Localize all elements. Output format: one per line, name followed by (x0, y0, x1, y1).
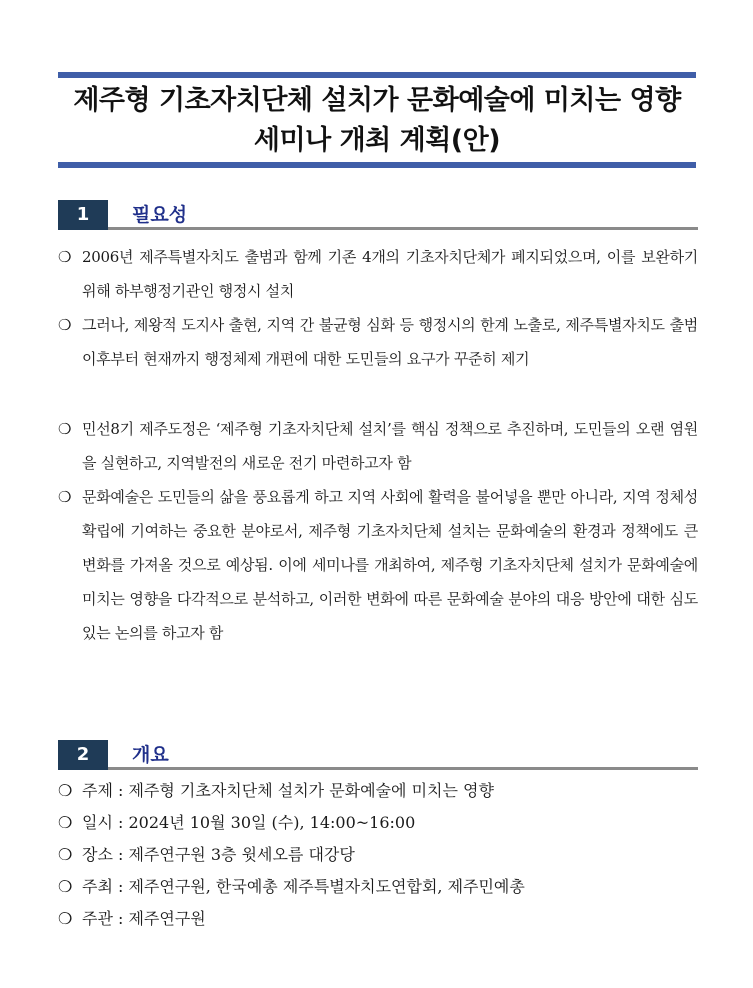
overview-item-venue (58, 840, 698, 870)
section-divider (108, 227, 698, 230)
circle-bullet-icon: ❍ (58, 316, 72, 334)
section-title: 필요성 (132, 204, 188, 226)
title-top-rule (58, 72, 696, 78)
section-number-badge: 2 (58, 740, 108, 770)
title-bottom-rule (58, 162, 696, 168)
list-item (58, 412, 698, 480)
list-item (58, 480, 698, 650)
overview-text: 주최 : 제주연구원, 한국예총 제주특별자치도연합회, 제주민예총 (82, 877, 525, 896)
circle-bullet-icon: ❍ (58, 420, 72, 438)
overview-item-organizer (58, 904, 698, 934)
section-header-overview (58, 740, 698, 770)
section-number-badge: 1 (58, 200, 108, 230)
list-item (58, 240, 698, 308)
page-title-line2: 세미나 개최 계획(안) (253, 125, 501, 156)
overview-text: 주관 : 제주연구원 (82, 909, 206, 928)
section-divider (108, 767, 698, 770)
circle-bullet-icon: ❍ (58, 248, 72, 266)
section-title: 개요 (132, 744, 169, 766)
overview-item-host (58, 872, 698, 902)
bullet-text: 그러나, 제왕적 도지사 출현, 지역 간 불균형 심화 등 행정시의 한계 노출로, 제주특별자치도 출범 이후부터 현재까지 행정체제 개편에 대한 도민들의 요구가 꾸준히 제기 (82, 316, 698, 368)
page-title-line1: 제주형 기초자치단체 설치가 문화예술에 미치는 영향 (73, 85, 681, 116)
bullet-text: 2006년 제주특별자치도 출범과 함께 기존 4개의 기초자치단체가 폐지되었으며, 이를 보완하기 위해 하부행정기관인 행정시 설치 (82, 248, 698, 300)
overview-item-date (58, 808, 698, 838)
bullet-text: 민선8기 제주도정은 ‘제주형 기초자치단체 설치’를 핵심 정책으로 추진하며, 도민들의 오랜 염원을 실현하고, 지역발전의 새로운 전기 마련하고자 함 (82, 420, 698, 472)
circle-bullet-icon: ❍ (58, 909, 73, 928)
overview-text: 주제 : 제주형 기초자치단체 설치가 문화예술에 미치는 영향 (82, 781, 494, 800)
overview-text: 일시 : 2024년 10월 30일 (수), 14:00~16:00 (82, 813, 416, 832)
overview-item-topic (58, 776, 698, 806)
circle-bullet-icon: ❍ (58, 813, 73, 832)
bullet-text: 문화예술은 도민들의 삶을 풍요롭게 하고 지역 사회에 활력을 불어넣을 뿐만 아니라, 지역 정체성 확립에 기여하는 중요한 분야로서, 제주형 기초자치단체 설치는 문화예술의 환경과 정책에도 큰 변화를 가져올 것으로 예상됨. 이에 세미나를 개최하여, 제주형 기초자치단체 설치가 문화예술에 미치는 영향을 다각적으로 분석하고, 이러한 변화에 따른 문화예술 분야의 대응 방안에 대한 심도 있는 논의를 하고자 함 (82, 488, 698, 642)
circle-bullet-icon: ❍ (58, 877, 73, 896)
section-header-need (58, 200, 698, 230)
list-item (58, 308, 698, 376)
circle-bullet-icon: ❍ (58, 488, 72, 506)
overview-text: 장소 : 제주연구원 3층 윗세오름 대강당 (82, 845, 355, 864)
circle-bullet-icon: ❍ (58, 781, 73, 800)
circle-bullet-icon: ❍ (58, 845, 73, 864)
